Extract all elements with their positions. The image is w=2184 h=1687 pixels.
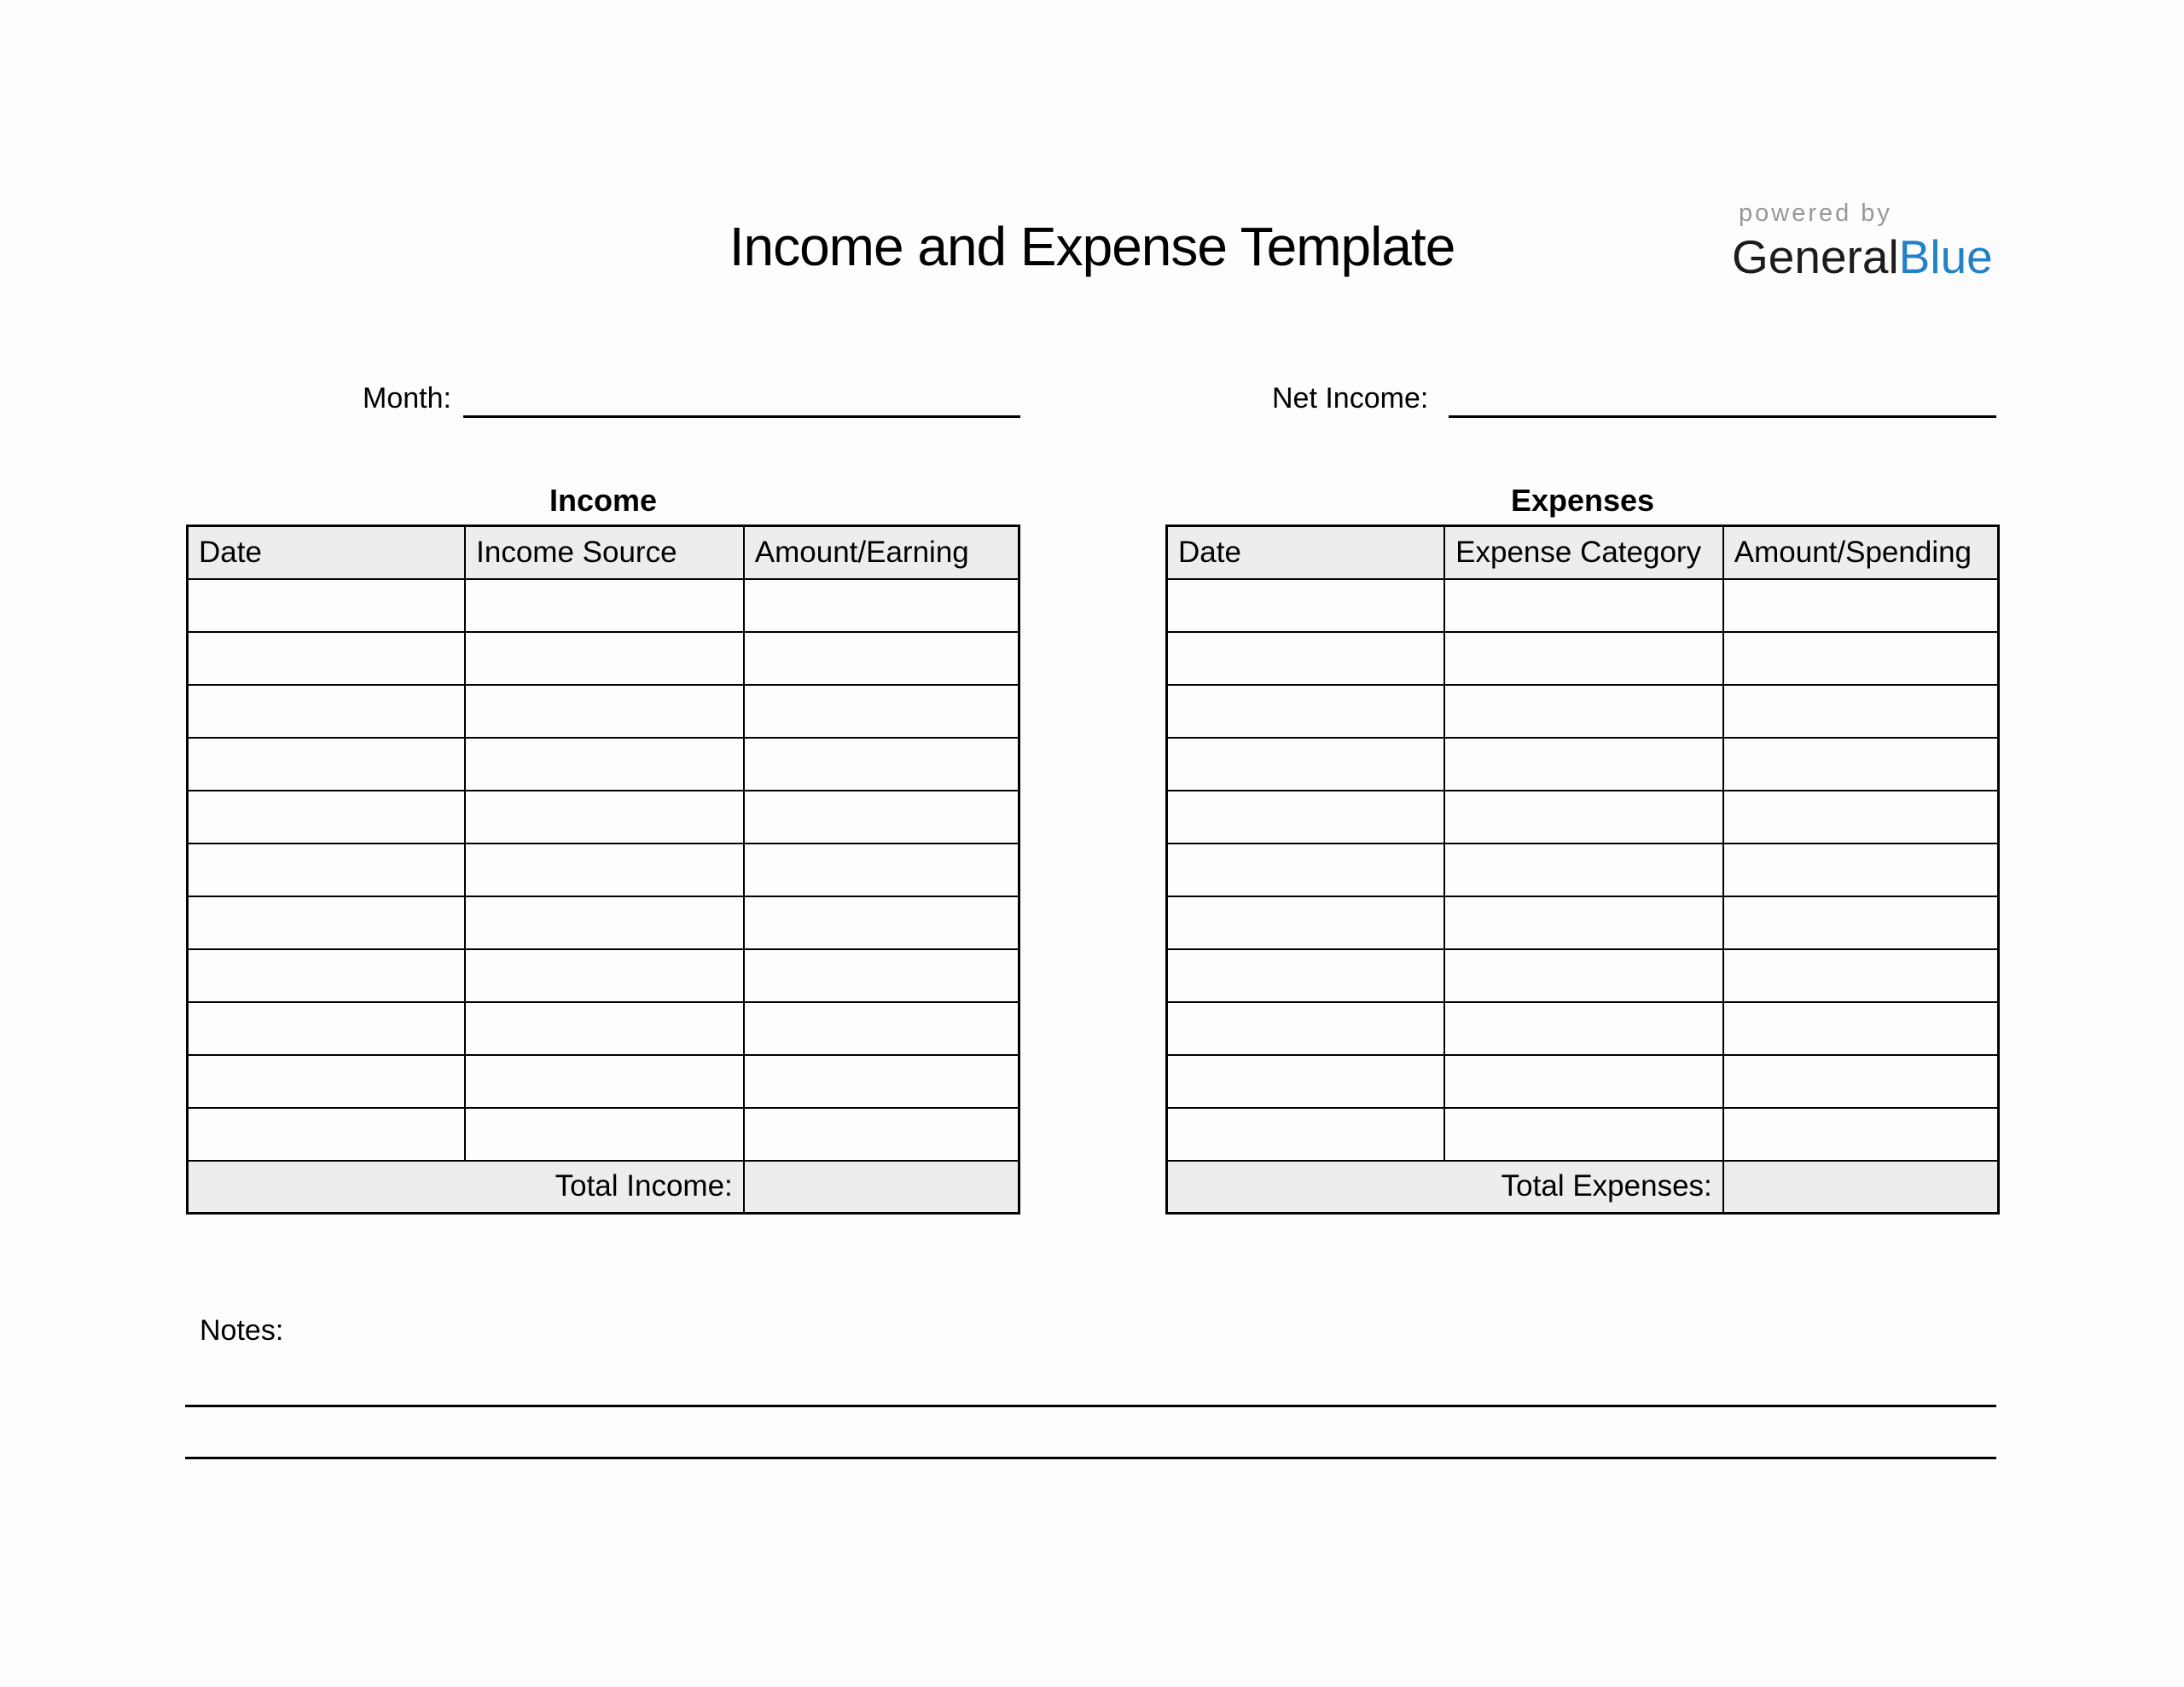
income-empty-row-cell[interactable] [744, 1055, 1019, 1108]
income-empty-row [188, 1002, 1019, 1055]
income-empty-row-cell[interactable] [465, 949, 744, 1002]
expenses-empty-row-cell[interactable] [1723, 844, 1999, 896]
income-empty-row-cell[interactable] [744, 949, 1019, 1002]
expenses-empty-row-cell[interactable] [1167, 579, 1445, 632]
income-empty-row-cell[interactable] [188, 844, 466, 896]
expenses-empty-row-cell[interactable] [1444, 738, 1723, 791]
expenses-empty-row [1167, 1002, 1999, 1055]
expenses-total-value[interactable] [1723, 1161, 1999, 1214]
expenses-empty-row-cell[interactable] [1167, 949, 1445, 1002]
expenses-header-amount: Amount/Spending [1723, 526, 1999, 579]
expenses-empty-row-cell[interactable] [1167, 632, 1445, 685]
expenses-empty-row-cell[interactable] [1444, 1055, 1723, 1108]
income-empty-row [188, 632, 1019, 685]
income-empty-row-cell[interactable] [188, 791, 466, 844]
expenses-empty-row-cell[interactable] [1723, 685, 1999, 738]
expenses-table [1165, 525, 2000, 1215]
income-empty-row [188, 949, 1019, 1002]
expenses-empty-row-cell[interactable] [1444, 685, 1723, 738]
expenses-empty-row-cell[interactable] [1723, 632, 1999, 685]
income-empty-row-cell[interactable] [744, 791, 1019, 844]
income-section-title: Income [549, 483, 658, 518]
notes-label: Notes: [200, 1314, 284, 1347]
expenses-empty-row [1167, 579, 1999, 632]
expenses-empty-row-cell[interactable] [1444, 1108, 1723, 1161]
expenses-empty-row-cell[interactable] [1167, 1108, 1445, 1161]
income-empty-row-cell[interactable] [744, 896, 1019, 949]
expenses-empty-row-cell[interactable] [1167, 844, 1445, 896]
income-empty-row-cell[interactable] [465, 632, 744, 685]
expenses-empty-row-cell[interactable] [1167, 685, 1445, 738]
expenses-empty-row-cell[interactable] [1167, 1055, 1445, 1108]
powered-by-text: powered by [1739, 200, 1892, 227]
expenses-empty-row-cell[interactable] [1444, 949, 1723, 1002]
income-empty-row-cell[interactable] [465, 685, 744, 738]
notes-line-2[interactable] [185, 1457, 1996, 1459]
income-empty-row-cell[interactable] [744, 1108, 1019, 1161]
income-empty-row [188, 1108, 1019, 1161]
expenses-header-category: Expense Category [1444, 526, 1723, 579]
expenses-empty-row-cell[interactable] [1444, 579, 1723, 632]
income-empty-row [188, 896, 1019, 949]
expenses-empty-row-cell[interactable] [1444, 632, 1723, 685]
expenses-empty-row [1167, 949, 1999, 1002]
expenses-empty-row-cell[interactable] [1723, 1002, 1999, 1055]
income-total-row [188, 1161, 1019, 1214]
brand-name [1732, 229, 2090, 284]
brand-name-blue: Blue [1898, 230, 1993, 283]
income-empty-row-cell[interactable] [465, 844, 744, 896]
expenses-empty-row-cell[interactable] [1723, 579, 1999, 632]
expenses-empty-row [1167, 685, 1999, 738]
income-empty-row-cell[interactable] [744, 632, 1019, 685]
month-input-line[interactable] [463, 415, 1020, 418]
expenses-empty-row [1167, 844, 1999, 896]
expenses-header-date: Date [1167, 526, 1445, 579]
income-empty-row-cell[interactable] [465, 1002, 744, 1055]
expenses-empty-row-cell[interactable] [1167, 791, 1445, 844]
expenses-table-body [1167, 579, 1999, 1161]
expenses-empty-row-cell[interactable] [1444, 1002, 1723, 1055]
income-header-amount: Amount/Earning [744, 526, 1019, 579]
expenses-empty-row [1167, 1108, 1999, 1161]
income-header-row [188, 526, 1019, 579]
income-header-date: Date [188, 526, 466, 579]
expenses-empty-row [1167, 791, 1999, 844]
income-table [186, 525, 1020, 1215]
income-total-value[interactable] [744, 1161, 1019, 1214]
expenses-empty-row-cell[interactable] [1167, 738, 1445, 791]
income-empty-row-cell[interactable] [744, 1002, 1019, 1055]
brand-name-general: General [1732, 230, 1899, 283]
net-income-input-line[interactable] [1449, 415, 1996, 418]
income-empty-row-cell[interactable] [465, 896, 744, 949]
income-empty-row-cell[interactable] [465, 791, 744, 844]
expenses-empty-row-cell[interactable] [1444, 844, 1723, 896]
expenses-total-label: Total Expenses: [1167, 1161, 1723, 1214]
expenses-empty-row-cell[interactable] [1723, 1108, 1999, 1161]
expenses-empty-row [1167, 1055, 1999, 1108]
income-empty-row [188, 791, 1019, 844]
expenses-empty-row-cell[interactable] [1723, 896, 1999, 949]
income-empty-row [188, 579, 1019, 632]
income-empty-row-cell[interactable] [188, 632, 466, 685]
expenses-total-row [1167, 1161, 1999, 1214]
income-empty-row-cell[interactable] [465, 1055, 744, 1108]
income-header-source: Income Source [465, 526, 744, 579]
expenses-empty-row [1167, 896, 1999, 949]
net-income-label: Net Income: [1272, 382, 1429, 415]
expenses-empty-row-cell[interactable] [1723, 1055, 1999, 1108]
income-total-label: Total Income: [188, 1161, 744, 1214]
expenses-empty-row-cell[interactable] [1444, 791, 1723, 844]
income-empty-row-cell[interactable] [744, 738, 1019, 791]
income-empty-row-cell[interactable] [188, 1002, 466, 1055]
income-empty-row-cell[interactable] [744, 844, 1019, 896]
income-empty-row-cell[interactable] [465, 738, 744, 791]
income-empty-row-cell[interactable] [465, 579, 744, 632]
expenses-empty-row-cell[interactable] [1167, 1002, 1445, 1055]
income-empty-row [188, 738, 1019, 791]
income-empty-row-cell[interactable] [188, 579, 466, 632]
income-empty-row [188, 685, 1019, 738]
page-title: Income and Expense Template [729, 216, 1455, 277]
expenses-empty-row-cell[interactable] [1444, 896, 1723, 949]
income-table-body [188, 579, 1019, 1161]
income-empty-row-cell[interactable] [744, 685, 1019, 738]
income-empty-row-cell[interactable] [188, 1108, 466, 1161]
income-empty-row-cell[interactable] [188, 685, 466, 738]
expenses-empty-row-cell[interactable] [1723, 791, 1999, 844]
expenses-empty-row-cell[interactable] [1167, 896, 1445, 949]
income-empty-row-cell[interactable] [188, 738, 466, 791]
expenses-empty-row [1167, 632, 1999, 685]
income-empty-row-cell[interactable] [465, 1108, 744, 1161]
income-empty-row-cell[interactable] [188, 896, 466, 949]
expenses-empty-row-cell[interactable] [1723, 738, 1999, 791]
expenses-empty-row [1167, 738, 1999, 791]
expenses-empty-row-cell[interactable] [1723, 949, 1999, 1002]
income-empty-row-cell[interactable] [188, 949, 466, 1002]
brand-logo [1732, 200, 2090, 284]
notes-line-1[interactable] [185, 1405, 1996, 1407]
income-empty-row-cell[interactable] [744, 579, 1019, 632]
expenses-header-row [1167, 526, 1999, 579]
expenses-section-title: Expenses [1510, 483, 1655, 518]
income-empty-row [188, 1055, 1019, 1108]
income-empty-row [188, 844, 1019, 896]
month-label: Month: [363, 382, 451, 415]
income-empty-row-cell[interactable] [188, 1055, 466, 1108]
